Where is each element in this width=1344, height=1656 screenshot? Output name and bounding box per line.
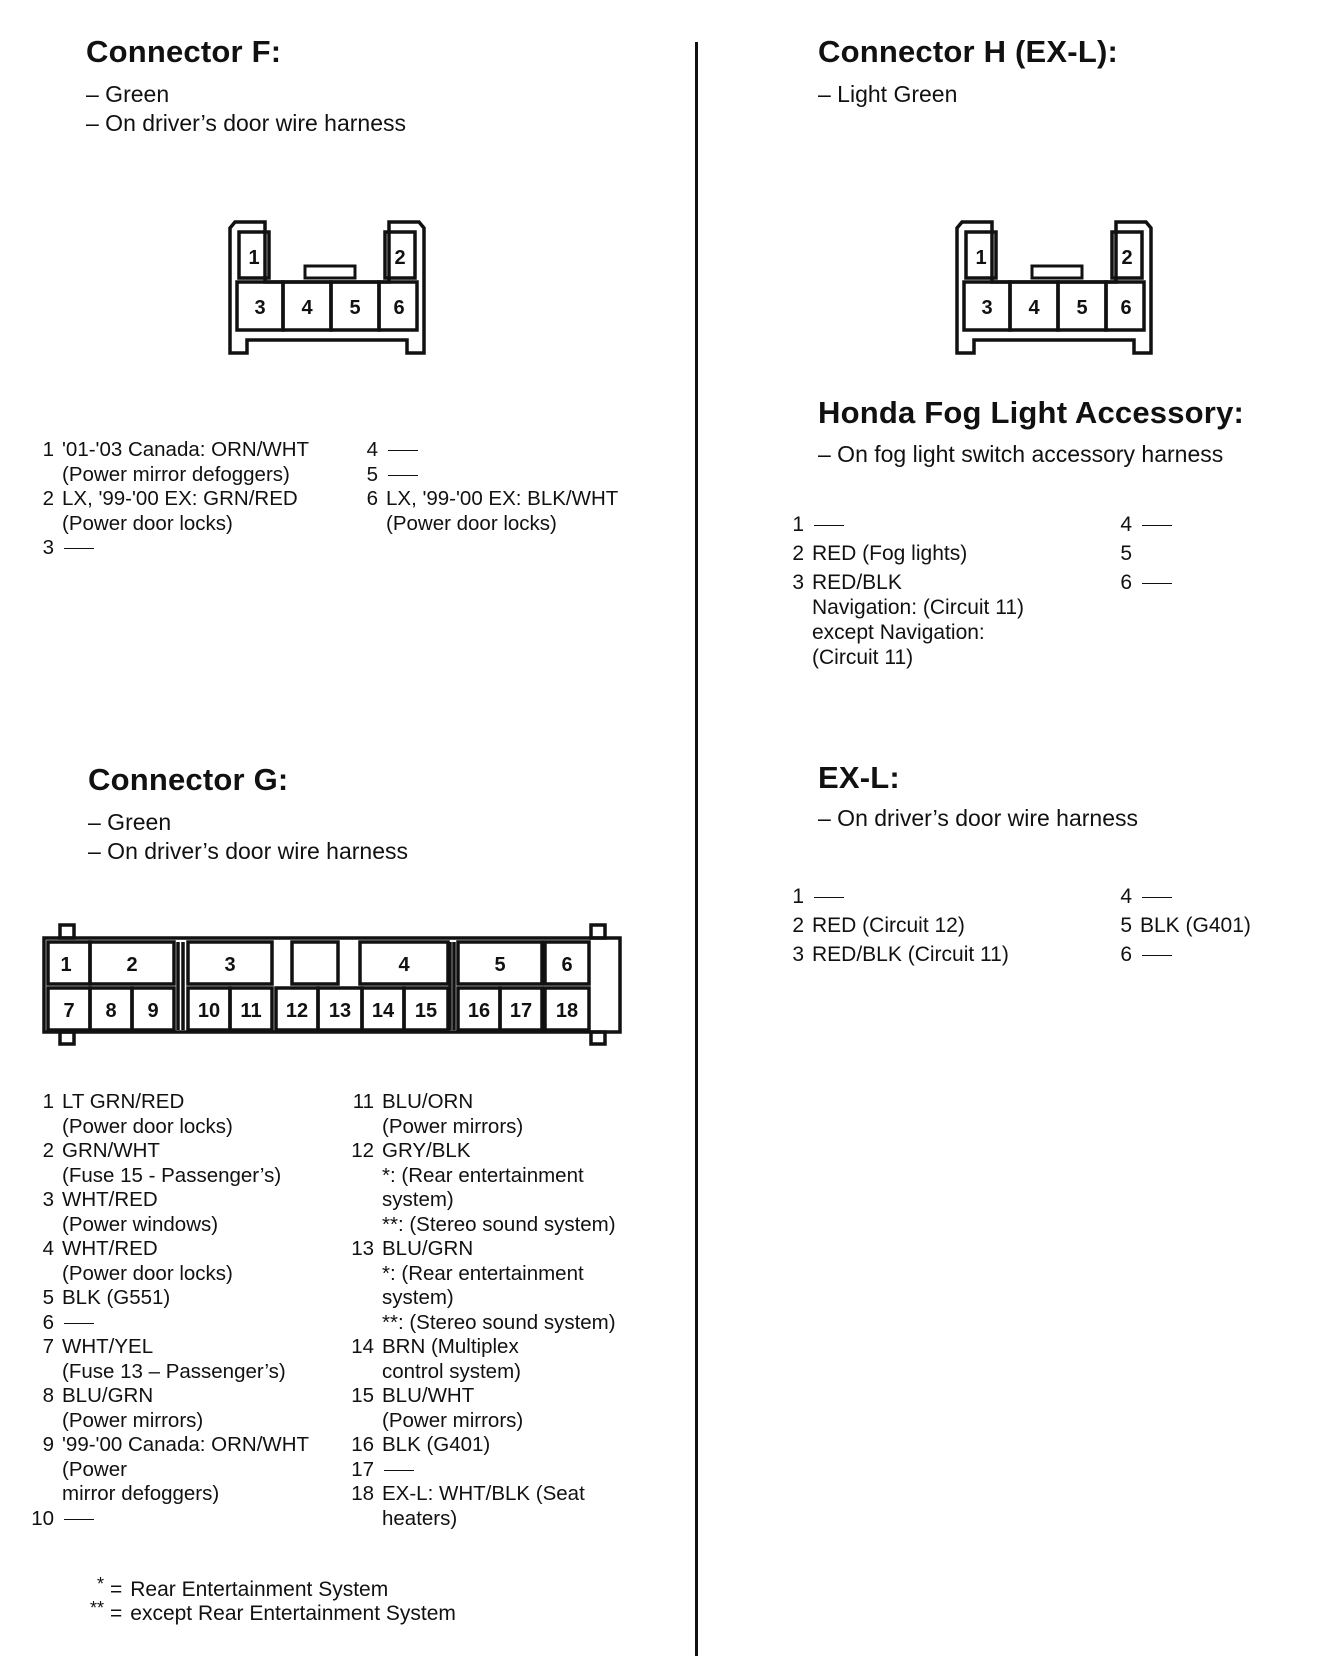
pin-row: 6 LX, '99-'00 EX: BLK/WHT: [366, 487, 619, 510]
pin-desc: (Fuse 15 - Passenger’s): [62, 1163, 282, 1187]
footnotes: [74, 1574, 456, 1626]
pin-row: 10: [20, 1507, 309, 1532]
empty-pin-dash: [64, 1323, 94, 1324]
pin-row: 13 BLU/GRN: [351, 1237, 474, 1260]
connector-g-pins-left: [20, 1090, 309, 1531]
pin-row: 1: [784, 512, 1024, 537]
pin-desc: (Power door locks): [386, 511, 557, 535]
empty-pin-dash: [814, 897, 844, 898]
footnote-row: [74, 1574, 456, 1602]
connector-f-notes: [86, 80, 406, 138]
terminal-17: 17: [509, 1000, 533, 1022]
pin-row: 2 RED (Fog lights): [792, 542, 968, 565]
empty-pin-dash: [388, 450, 418, 451]
pin-row: 5 BLK (G401): [1120, 914, 1251, 937]
fog-light-title: Honda Fog Light Accessory:: [818, 395, 1245, 430]
terminal-3: 3: [254, 297, 266, 319]
pin-desc: *: (Rear entertainment: [382, 1261, 584, 1285]
connector-g-pins-right: [348, 1090, 616, 1531]
asterisk-mark: **: [89, 1598, 104, 1618]
pin-desc: (Power mirrors): [382, 1408, 524, 1432]
pin-row: 2 GRN/WHT: [42, 1139, 160, 1162]
pin-desc: (Power door locks): [62, 511, 233, 535]
pin-row: 3 RED/BLK (Circuit 11): [792, 943, 1009, 966]
pin-row: 2 RED (Circuit 12): [792, 914, 965, 937]
pin-row: 4: [352, 438, 618, 463]
pin-row: 3 WHT/RED: [42, 1188, 158, 1211]
terminal-6: 6: [561, 954, 573, 976]
terminal-4: 4: [1028, 297, 1040, 319]
pin-desc: *: (Rear entertainment: [382, 1163, 584, 1187]
connector-f-pins-right: [352, 438, 618, 536]
pin-row: 18 EX-L: WHT/BLK (Seat: [351, 1482, 585, 1505]
pin-desc: except Navigation:: [812, 621, 985, 644]
footnote-text: except Rear Entertainment System: [130, 1602, 456, 1625]
connector-g-diagram: [38, 918, 628, 1048]
empty-pin-dash: [1142, 897, 1172, 898]
pin-row: 2 LX, '99-'00 EX: GRN/RED: [42, 487, 298, 510]
pin-row: 12 GRY/BLK: [351, 1139, 471, 1162]
pin-row: 4: [1112, 884, 1251, 909]
terminal-4: 4: [398, 954, 410, 976]
connector-g-notes: [88, 808, 408, 866]
pin-desc: control system): [382, 1359, 521, 1383]
terminal-16: 16: [467, 1000, 491, 1022]
terminal-2: 2: [394, 247, 406, 269]
terminal-8: 8: [105, 1000, 117, 1022]
equals-sign: =: [110, 1578, 123, 1601]
terminal-6: 6: [393, 297, 405, 319]
pin-row: 8 BLU/GRN: [42, 1384, 154, 1407]
terminal-10: 10: [197, 1000, 221, 1022]
terminal-2: 2: [1121, 247, 1133, 269]
pin-row: 6: [1112, 570, 1172, 595]
empty-pin-dash: [64, 548, 94, 549]
pin-row: 3: [28, 536, 309, 561]
connector-f-pins-left: [28, 438, 309, 561]
pin-row: 5 BLK (G551): [42, 1286, 171, 1309]
empty-pin-dash: [384, 1470, 414, 1471]
pin-row: 1 '01-'03 Canada: ORN/WHT: [42, 438, 310, 461]
pin-row: 14 BRN (Multiplex: [351, 1335, 519, 1358]
connector-h-title: Connector H (EX-L):: [818, 34, 1118, 69]
fog-light-location: – On fog light switch accessory harness: [818, 441, 1224, 467]
empty-pin-dash: [1142, 955, 1172, 956]
connector-f-color: – Green: [86, 81, 170, 107]
pin-row: 4: [1112, 512, 1172, 537]
connector-g-title: Connector G:: [88, 762, 289, 797]
connector-g-location: – On driver’s door wire harness: [88, 838, 409, 864]
footnote-row: [74, 1598, 456, 1626]
footnote-text: Rear Entertainment System: [130, 1578, 389, 1601]
pin-row: 7 WHT/YEL: [42, 1335, 154, 1358]
connector-f-title: Connector F:: [86, 34, 282, 69]
terminal-11: 11: [240, 1000, 262, 1022]
pin-desc: **: (Stereo sound system): [382, 1310, 616, 1334]
terminal-1: 1: [975, 247, 987, 269]
pin-desc: (Power mirrors): [382, 1114, 524, 1138]
exl-pins-left: [784, 884, 1009, 967]
empty-pin-dash: [1142, 583, 1172, 584]
terminal-5: 5: [1076, 297, 1088, 319]
terminal-14: 14: [371, 1000, 395, 1022]
terminal-9: 9: [147, 1000, 159, 1022]
exl-notes: [818, 804, 1138, 833]
exl-pins-right: [1112, 884, 1251, 967]
fog-light-pins-left: [784, 512, 1024, 670]
exl-title: EX-L:: [818, 760, 900, 795]
terminal-15: 15: [414, 1000, 438, 1022]
terminal-1: 1: [60, 954, 72, 976]
pin-row: 4 WHT/RED: [42, 1237, 158, 1260]
terminal-1: 1: [248, 247, 260, 269]
equals-sign: =: [110, 1602, 123, 1625]
terminal-5: 5: [494, 954, 506, 976]
pin-desc: (Power door locks): [62, 1114, 233, 1138]
pin-desc: system): [382, 1286, 454, 1309]
pin-row: 5: [1120, 542, 1132, 565]
fog-light-notes: [818, 440, 1223, 469]
pin-desc: (Power mirrors): [62, 1408, 204, 1432]
terminal-3: 3: [981, 297, 993, 319]
pin-desc: **: (Stereo sound system): [382, 1212, 616, 1236]
pin-desc: (Circuit 11): [812, 646, 914, 669]
connector-f-location: – On driver’s door wire harness: [86, 110, 407, 136]
connector-h-color: – Light Green: [818, 81, 958, 107]
exl-location: – On driver’s door wire harness: [818, 805, 1139, 831]
pin-row: 15 BLU/WHT: [351, 1384, 475, 1407]
pin-desc: (Fuse 13 – Passenger’s): [62, 1359, 286, 1383]
terminal-7: 7: [63, 1000, 75, 1022]
pin-row: 6: [20, 1311, 309, 1336]
terminal-2: 2: [126, 954, 138, 976]
pin-row: 17: [348, 1458, 616, 1483]
pin-desc: (Power mirror defoggers): [62, 462, 290, 486]
pin-desc: (Power windows): [62, 1212, 219, 1236]
terminal-18: 18: [555, 1000, 579, 1022]
empty-pin-dash: [1142, 525, 1172, 526]
pin-desc: system): [382, 1188, 454, 1211]
pin-row: 1: [784, 884, 1009, 909]
pin-desc: Navigation: (Circuit 11): [812, 596, 1025, 619]
connector-h-notes: [818, 80, 957, 109]
pin-desc: heaters): [382, 1506, 458, 1530]
pin-row: 5: [352, 463, 618, 488]
connector-g-color: – Green: [88, 809, 172, 835]
terminal-13: 13: [328, 1000, 352, 1022]
terminal-6: 6: [1120, 297, 1132, 319]
fog-light-pins-right: [1112, 512, 1172, 595]
pin-row: 16 BLK (G401): [351, 1433, 491, 1456]
terminal-12: 12: [285, 1000, 309, 1022]
empty-pin-dash: [388, 475, 418, 476]
connector-f-diagram: [225, 218, 435, 358]
pin-desc: (Power door locks): [62, 1261, 233, 1285]
pin-desc: (Power: [62, 1457, 127, 1481]
column-divider: [695, 42, 698, 1656]
pin-row: 6: [1112, 942, 1251, 967]
pin-row: 3 RED/BLK: [792, 571, 902, 594]
terminal-4: 4: [301, 297, 313, 319]
pin-row: 11 BLU/ORN: [352, 1090, 474, 1113]
terminal-5: 5: [349, 297, 361, 319]
connector-h-diagram: [952, 218, 1162, 358]
empty-pin-dash: [814, 525, 844, 526]
pin-row: 9 '99-'00 Canada: ORN/WHT: [42, 1433, 310, 1456]
pin-row: 1 LT GRN/RED: [42, 1090, 185, 1113]
empty-pin-dash: [64, 1519, 94, 1520]
terminal-3: 3: [224, 954, 236, 976]
pin-desc: mirror defoggers): [62, 1482, 220, 1505]
asterisk-mark: *: [96, 1574, 104, 1594]
